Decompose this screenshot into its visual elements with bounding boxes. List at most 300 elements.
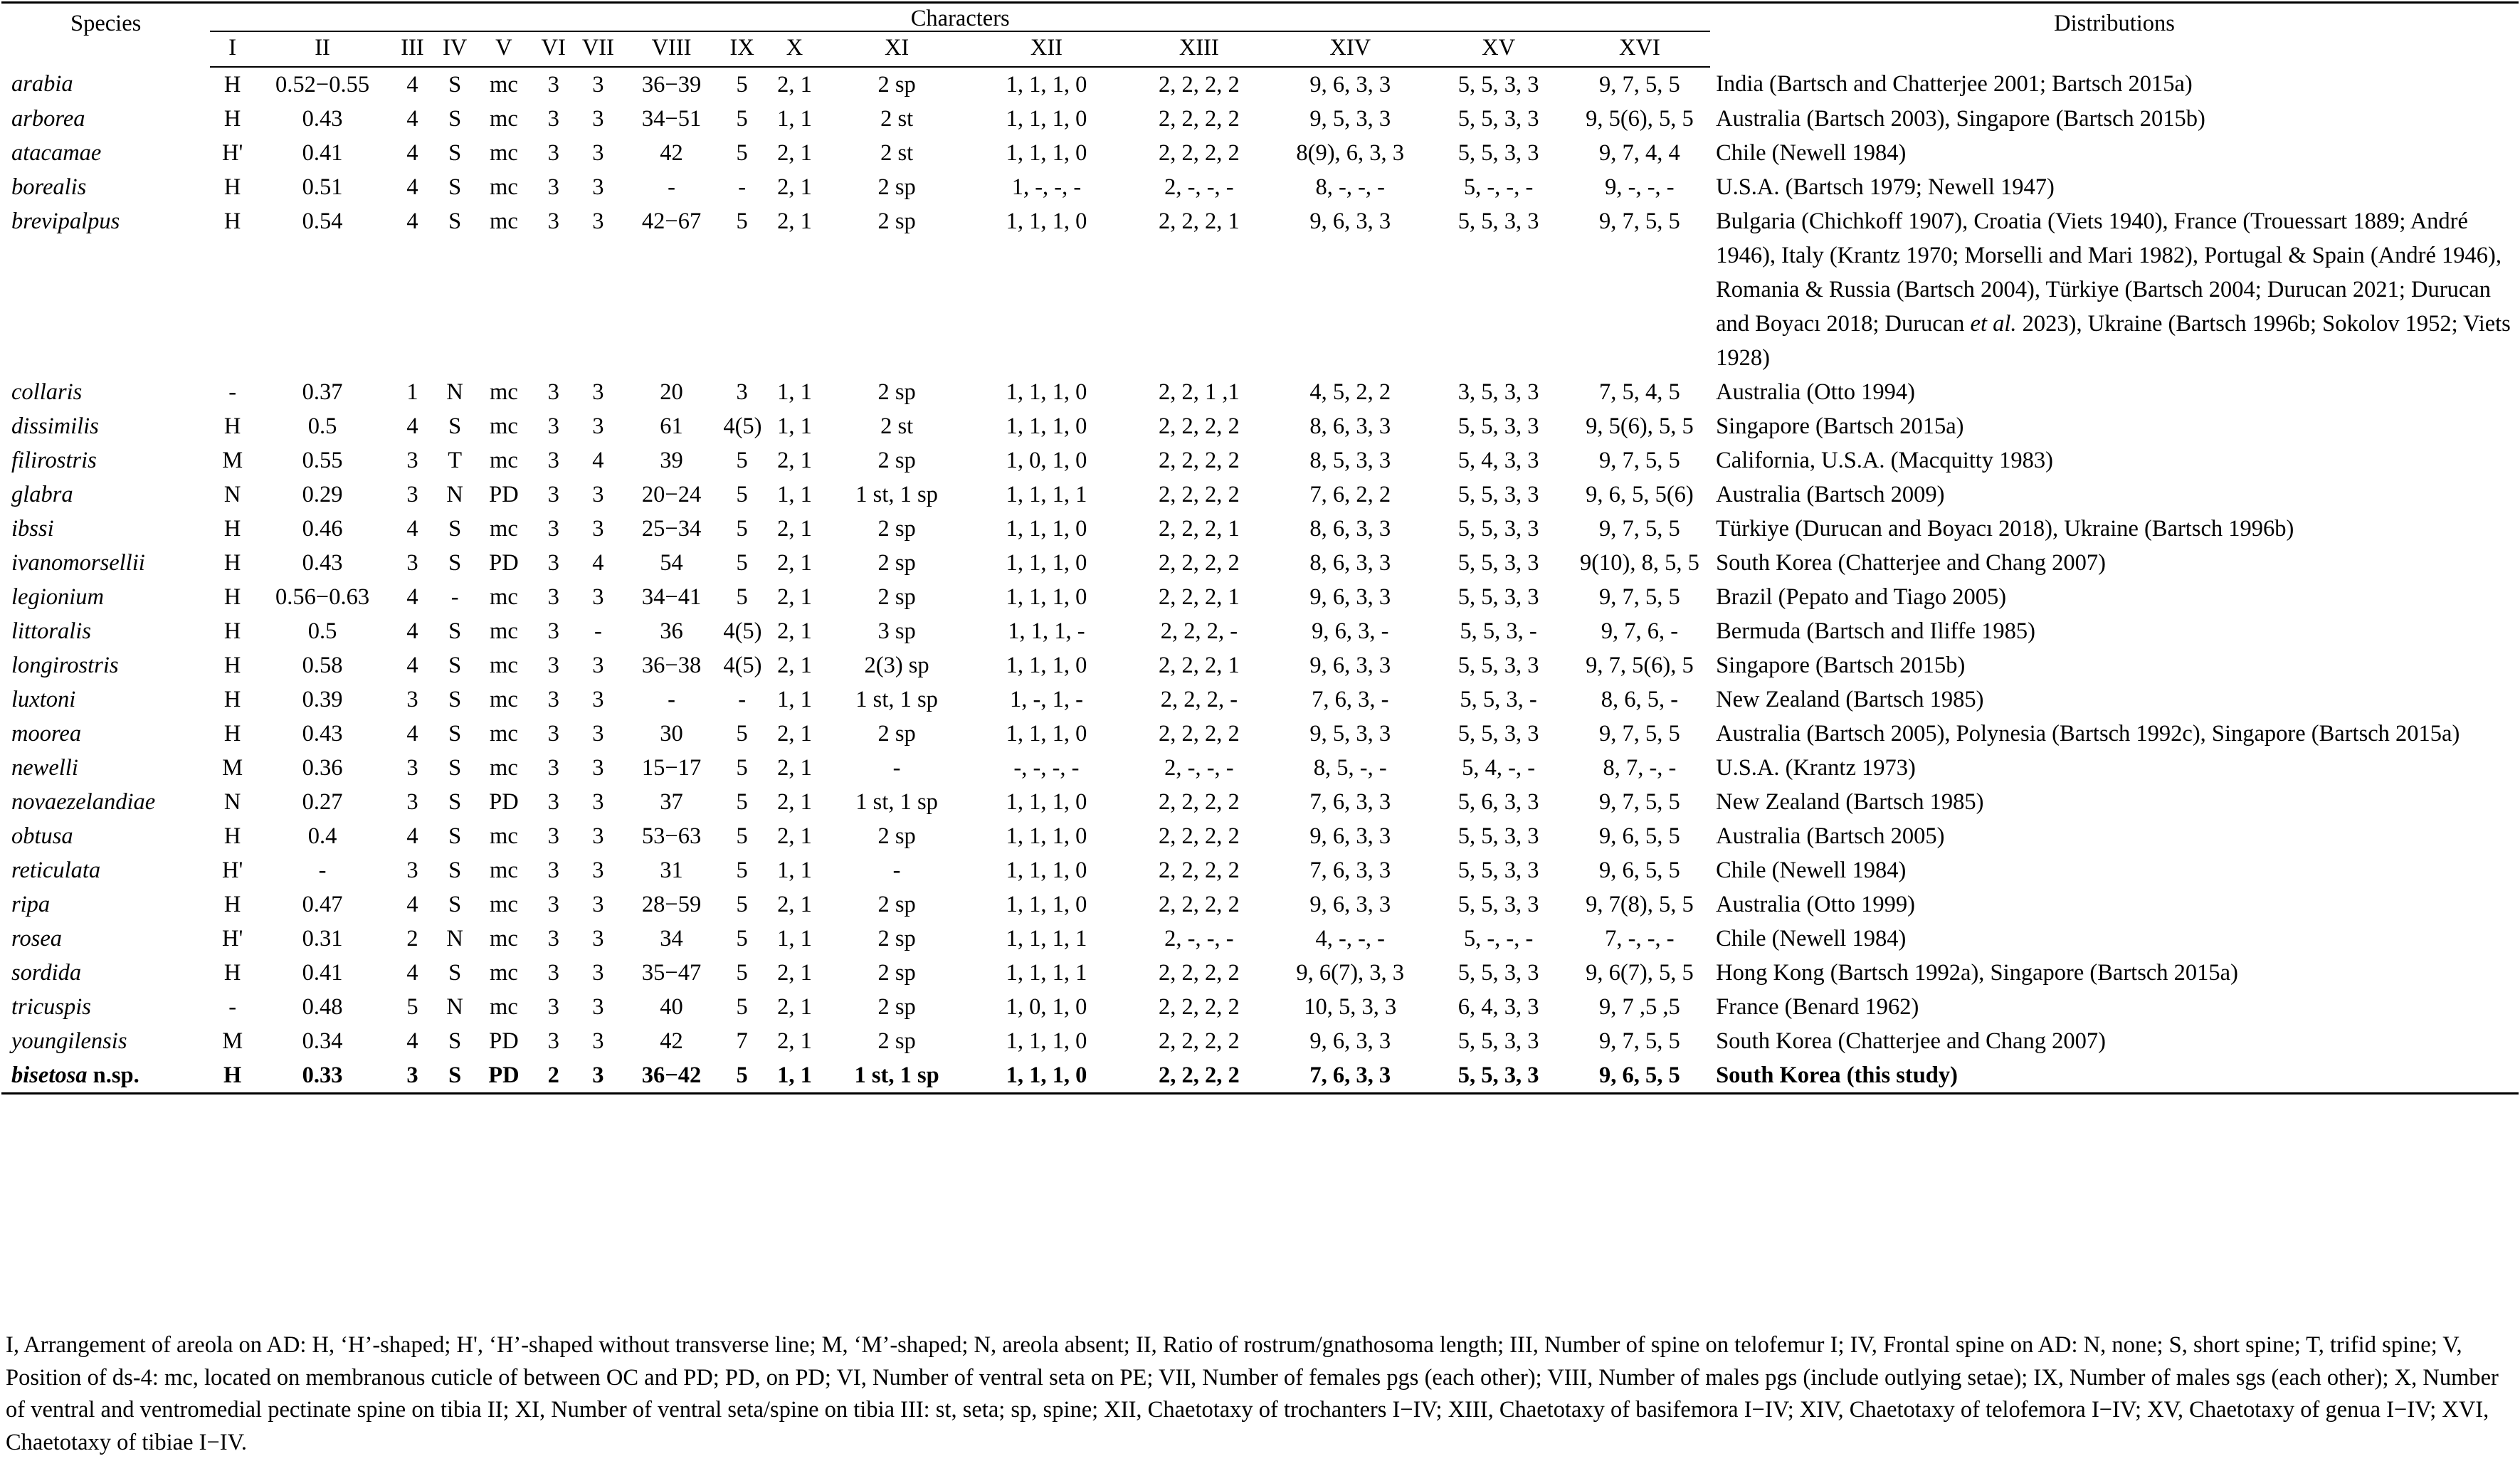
table-cell: 3	[592, 926, 604, 951]
table-cell: 2, 2, 2, 2	[1158, 823, 1240, 849]
table-cell: H	[223, 516, 241, 542]
table-cell: 0.39	[302, 687, 343, 712]
table-cell: 9, 7, 5, 5	[1599, 448, 1680, 473]
table-cell: 3	[592, 106, 604, 132]
species-name: borealis	[11, 174, 87, 200]
table-cell: 5	[406, 994, 418, 1020]
table-cell: 34	[660, 926, 683, 951]
table-cell: 5, 5, 3, 3	[1457, 584, 1539, 610]
table-cell: 31	[660, 858, 683, 883]
table-cell: 1, 1, 1, 0	[1006, 140, 1087, 166]
table-cell: 3	[592, 789, 604, 815]
table-cell: 9, 7 ,5 ,5	[1599, 994, 1680, 1020]
table-cell: 2 st	[880, 106, 914, 132]
table-cell: 7, 6, 3, 3	[1309, 858, 1391, 883]
column-header: XI	[826, 31, 967, 67]
table-row	[1, 512, 2519, 546]
table-cell: 5, 4, -, -	[1462, 755, 1536, 781]
species-name: littoralis	[11, 618, 91, 644]
table-cell: 0.41	[302, 140, 343, 166]
table-cell: 4	[406, 140, 418, 166]
table-cell: 9, 7(8), 5, 5	[1586, 892, 1694, 917]
table-cell: 1, 1	[777, 482, 812, 507]
table-cell: mc	[490, 994, 518, 1020]
distribution-cell: Singapore (Bartsch 2015a)	[1716, 413, 1964, 439]
table-cell: 2, 1	[777, 72, 812, 97]
table-cell: 5, 5, 3, 3	[1457, 482, 1539, 507]
table-cell: 3	[592, 209, 604, 234]
table-cell: H	[223, 106, 241, 132]
table-row	[1, 922, 2519, 956]
table-cell: 9, 6(7), 5, 5	[1586, 960, 1694, 986]
table-cell: 2 sp	[877, 960, 916, 986]
table-cell: 34−41	[641, 584, 702, 610]
table-cell: 2, 1	[777, 960, 812, 986]
table-cell: 0.41	[302, 960, 343, 986]
table-cell: 0.31	[302, 926, 343, 951]
distribution-cell: Australia (Bartsch 2009)	[1716, 482, 1945, 507]
species-name: longirostris	[11, 653, 119, 678]
table-cell: 8, 5, 3, 3	[1309, 448, 1391, 473]
table-cell: 2 st	[880, 140, 914, 166]
table-cell: 2, 2, 2, -	[1160, 618, 1238, 644]
table-cell: 3	[547, 413, 559, 439]
table-cell: 7, 6, 3, 3	[1272, 1058, 1428, 1094]
table-cell: 0.29	[302, 482, 343, 507]
table-cell: PD	[475, 1058, 532, 1094]
table-cell: 1 st, 1 sp	[855, 789, 938, 815]
distribution-cell: France (Benard 1962)	[1716, 994, 1919, 1020]
table-row	[1, 1024, 2519, 1058]
table-cell: 9, 6, 3, 3	[1309, 1028, 1391, 1054]
table-cell: S	[448, 960, 462, 986]
table-cell: N	[446, 482, 463, 507]
table-cell: 4, -, -, -	[1315, 926, 1385, 951]
table-cell: 2, 1	[777, 789, 812, 815]
species-name: legionium	[11, 584, 104, 610]
table-cell: 2, 1	[777, 892, 812, 917]
column-header: XIV	[1272, 31, 1428, 67]
table-cell: 4	[592, 448, 604, 473]
table-cell: 0.54	[302, 209, 343, 234]
table-cell: 3	[592, 379, 604, 405]
table-cell: 37	[660, 789, 683, 815]
table-cell: 5	[736, 823, 748, 849]
species-name: filirostris	[11, 448, 97, 473]
column-header: IX	[721, 31, 763, 67]
table-cell: 2, 1	[777, 209, 812, 234]
distribution-cell: New Zealand (Bartsch 1985)	[1716, 789, 1984, 815]
species-column-header: Species	[1, 3, 210, 68]
table-cell: 8, 7, -, -	[1603, 755, 1677, 781]
table-cell: H'	[221, 926, 243, 951]
table-cell: 9, 7, 5, 5	[1599, 72, 1680, 97]
table-cell: S	[448, 892, 462, 917]
new-species-suffix: n.sp.	[93, 1062, 139, 1088]
table-cell: 1, 1	[777, 687, 812, 712]
table-cell: 36	[660, 618, 683, 644]
table-cell: 8, 6, 3, 3	[1309, 413, 1391, 439]
table-cell: 5	[736, 482, 748, 507]
table-cell: PD	[489, 482, 519, 507]
table-cell: S	[448, 140, 462, 166]
table-cell: 1, 1, 1, 0	[1006, 550, 1087, 576]
table-cell: 3	[547, 960, 559, 986]
table-row	[1, 546, 2519, 580]
table-cell: 1, 1, 1, 0	[1006, 379, 1087, 405]
table-cell: mc	[490, 653, 518, 678]
distribution-cell: Australia (Bartsch 2005), Polynesia (Bartsch 1992c), Singapore (Bartsch 2015a)	[1716, 721, 2460, 747]
table-cell: 1, 1, 1, 0	[1006, 653, 1087, 678]
table-cell: 4	[406, 174, 418, 200]
table-cell: 3	[547, 755, 559, 781]
table-cell: 5, 5, 3, 3	[1457, 106, 1539, 132]
table-cell: 2, 2, 2, 1	[1158, 209, 1240, 234]
species-name: dissimilis	[11, 413, 99, 439]
table-cell: 5, 5, 3, 3	[1457, 72, 1539, 97]
table-cell: 5, 5, 3, 3	[1457, 721, 1539, 747]
table-body	[1, 67, 2519, 1094]
table-cell: mc	[490, 209, 518, 234]
table-cell: 3	[574, 1058, 622, 1094]
table-cell: 2, 1	[777, 174, 812, 200]
table-cell: 5, 5, 3, 3	[1457, 209, 1539, 234]
table-cell: 0.33	[255, 1058, 390, 1094]
distribution-cell: Chile (Newell 1984)	[1716, 140, 1907, 166]
table-cell: 4(5)	[723, 413, 762, 439]
table-cell: 3	[592, 516, 604, 542]
table-cell: 3	[547, 209, 559, 234]
table-cell: S	[448, 858, 462, 883]
table-cell: 5	[736, 789, 748, 815]
table-cell: 3	[592, 721, 604, 747]
table-cell: 5, 5, 3, -	[1460, 618, 1537, 644]
table-cell: 2 sp	[877, 926, 916, 951]
table-cell: 1, 1, 1, 0	[1006, 516, 1087, 542]
species-name: newelli	[11, 755, 78, 781]
table-cell: 8, 6, 3, 3	[1309, 550, 1391, 576]
species-name: youngilensis	[11, 1028, 127, 1054]
table-cell: 2, 2, 2, 2	[1158, 960, 1240, 986]
table-cell: 4(5)	[723, 653, 762, 678]
table-cell: 1 st, 1 sp	[826, 1058, 967, 1094]
table-cell: 28−59	[641, 892, 702, 917]
table-cell: 2, 2, 2, 2	[1158, 482, 1240, 507]
table-cell: 1, 1, 1, 0	[1006, 209, 1087, 234]
table-cell: 4	[406, 653, 418, 678]
table-cell: 1	[406, 379, 418, 405]
table-cell: 2, 2, 2, 2	[1158, 550, 1240, 576]
table-cell: H'	[221, 140, 243, 166]
table-cell: PD	[489, 1028, 519, 1054]
table-cell: 2, 2, 2, 2	[1158, 721, 1240, 747]
table-cell: 2 st	[880, 413, 914, 439]
distributions-column-header: Distributions	[1710, 3, 2519, 68]
table-cell: 4	[406, 823, 418, 849]
table-cell: mc	[490, 960, 518, 986]
table-cell: mc	[490, 687, 518, 712]
table-cell: mc	[490, 413, 518, 439]
distribution-cell: Australia (Bartsch 2003), Singapore (Bartsch 2015b)	[1716, 106, 2205, 132]
distribution-cell: Bermuda (Bartsch and Iliffe 1985)	[1716, 618, 2035, 644]
table-cell: 0.5	[307, 618, 337, 644]
table-cell: 7, 6, 3, 3	[1309, 789, 1391, 815]
table-cell: 9, 6, 3, 3	[1309, 72, 1391, 97]
table-cell: 1, 1, 1, 0	[1006, 823, 1087, 849]
table-cell: -	[318, 858, 327, 883]
table-cell: 9, 6, 5, 5	[1599, 858, 1680, 883]
distribution-cell: Singapore (Bartsch 2015b)	[1716, 653, 1966, 678]
species-character-table	[1, 1, 2519, 1095]
table-cell: 9, 6, 3, -	[1312, 618, 1389, 644]
table-cell: -	[892, 755, 901, 781]
table-cell: 25−34	[641, 516, 702, 542]
table-cell: 2, 2, 2, 1	[1158, 516, 1240, 542]
table-cell: -	[668, 174, 675, 200]
table-cell: 0.4	[307, 823, 337, 849]
table-cell: 1, 1, 1, 0	[1006, 106, 1087, 132]
table-cell: 0.43	[302, 550, 343, 576]
table-cell: 0.37	[302, 379, 343, 405]
table-cell: 3	[547, 926, 559, 951]
table-cell: 5, 5, 3, 3	[1457, 140, 1539, 166]
table-cell: 35−47	[641, 960, 702, 986]
table-cell: H	[223, 209, 241, 234]
table-cell: 5	[736, 550, 748, 576]
table-cell: 1, 1, 1, 1	[1006, 960, 1087, 986]
table-cell: 42−67	[641, 209, 702, 234]
table-cell: 2, 2, 2, 2	[1158, 892, 1240, 917]
table-cell: 3	[406, 687, 418, 712]
table-cell: 7, 6, 2, 2	[1309, 482, 1391, 507]
table-row	[1, 990, 2519, 1024]
table-cell: 2 sp	[877, 379, 916, 405]
table-cell: S	[448, 72, 462, 97]
table-cell: 2, 2, 2, 2	[1158, 448, 1240, 473]
table-cell: 0.43	[302, 106, 343, 132]
table-cell: 5	[736, 960, 748, 986]
table-cell: 3	[406, 858, 418, 883]
table-row	[1, 785, 2519, 819]
table-cell: 3	[547, 584, 559, 610]
table-cell: H	[210, 1058, 255, 1094]
header-row-top	[1, 3, 2519, 32]
table-cell: 1, 1, 1, 0	[1006, 892, 1087, 917]
table-cell: 4(5)	[723, 618, 762, 644]
table-cell: 2, -, -, -	[1164, 755, 1234, 781]
table-cell: 3	[592, 994, 604, 1020]
table-cell: H	[223, 721, 241, 747]
table-row	[1, 443, 2519, 478]
table-cell: H	[223, 892, 241, 917]
table-cell: 9, 7, 5, 5	[1599, 584, 1680, 610]
species-name: glabra	[11, 482, 73, 507]
column-header: XIII	[1126, 31, 1272, 67]
table-cell: 9, 6, 5, 5	[1569, 1058, 1710, 1094]
table-cell: -	[450, 584, 459, 610]
table-cell: 10, 5, 3, 3	[1304, 994, 1397, 1020]
column-header: VII	[574, 31, 622, 67]
table-cell: 2 sp	[877, 516, 916, 542]
table-cell: 8, 6, 3, 3	[1309, 516, 1391, 542]
table-cell: 3	[547, 721, 559, 747]
distribution-cell: Brazil (Pepato and Tiago 2005)	[1716, 584, 2007, 610]
table-cell: 2, 2, 2, 1	[1158, 584, 1240, 610]
table-cell: 5, 5, 3, 3	[1457, 653, 1539, 678]
table-cell: mc	[490, 140, 518, 166]
column-header: IV	[435, 31, 475, 67]
table-cell: 2, 2, 2, 2	[1158, 140, 1240, 166]
table-cell: 1, 0, 1, 0	[1006, 448, 1087, 473]
table-cell: -	[738, 687, 747, 712]
table-cell: 5	[736, 516, 748, 542]
distribution-cell: Hong Kong (Bartsch 1992a), Singapore (Bartsch 2015a)	[1716, 960, 2238, 986]
table-cell: 5, 5, 3, 3	[1457, 550, 1539, 576]
table-cell: 2, 2, 2, 2	[1158, 994, 1240, 1020]
table-cell: 1, 1, 1, -	[1008, 618, 1085, 644]
table-cell: 5, 5, 3, 3	[1457, 823, 1539, 849]
table-row	[1, 409, 2519, 443]
table-cell: 4	[406, 1028, 418, 1054]
table-cell: 5	[721, 1058, 763, 1094]
table-cell: 4	[406, 106, 418, 132]
table-row	[1, 170, 2519, 204]
distribution-cell: South Korea (Chatterjee and Chang 2007)	[1716, 550, 2106, 576]
table-cell: mc	[490, 448, 518, 473]
table-cell: mc	[490, 72, 518, 97]
table-cell: 5	[736, 584, 748, 610]
table-cell: 9, 7, 5, 5	[1599, 1028, 1680, 1054]
table-cell: 3	[547, 72, 559, 97]
table-cell: 1, 1, 1, 0	[1006, 1028, 1087, 1054]
table-cell: H'	[221, 858, 243, 883]
table-cell: H	[223, 960, 241, 986]
table-cell: 2 sp	[877, 72, 916, 97]
table-cell: S	[448, 721, 462, 747]
table-cell: 5	[736, 721, 748, 747]
table-row	[1, 102, 2519, 136]
table-cell: 3	[592, 140, 604, 166]
table-cell: 5, 5, 3, 3	[1428, 1058, 1569, 1094]
table-cell: 2, -, -, -	[1164, 926, 1234, 951]
table-cell: 0.34	[302, 1028, 343, 1054]
species-name: moorea	[11, 721, 82, 747]
table-cell: -	[668, 687, 675, 712]
column-header: III	[390, 31, 435, 67]
table-cell: 1, 1, 1, 0	[1006, 72, 1087, 97]
table-cell: mc	[490, 926, 518, 951]
table-cell: 2 sp	[877, 448, 916, 473]
table-cell: 3	[547, 653, 559, 678]
table-cell: 4	[406, 209, 418, 234]
table-cell: 7	[736, 1028, 748, 1054]
table-cell: 2, 2, 2, 2	[1158, 72, 1240, 97]
column-header: X	[763, 31, 826, 67]
table-cell: N	[223, 482, 241, 507]
table-cell: 9, 5, 3, 3	[1309, 106, 1391, 132]
table-row	[1, 956, 2519, 990]
distribution-cell: U.S.A. (Krantz 1973)	[1716, 755, 1916, 781]
table-cell: 8, -, -, -	[1315, 174, 1385, 200]
table-cell: mc	[490, 174, 518, 200]
table-cell: 0.51	[302, 174, 343, 200]
table-cell: 2	[406, 926, 418, 951]
column-header: VIII	[622, 31, 722, 67]
table-cell: H	[223, 687, 241, 712]
table-cell: 5	[736, 926, 748, 951]
table-cell: 61	[660, 413, 683, 439]
table-cell: -, -, -, -	[1013, 755, 1080, 781]
table-cell: 2, 1	[777, 140, 812, 166]
column-header: XVI	[1569, 31, 1710, 67]
table-cell: 5, 5, 3, -	[1460, 687, 1537, 712]
table-cell: 2, 2, 2, 2	[1158, 413, 1240, 439]
table-cell: 7, 6, 3, -	[1312, 687, 1389, 712]
table-cell: 3	[547, 140, 559, 166]
table-cell: 3	[547, 482, 559, 507]
table-cell: 5, 6, 3, 3	[1457, 789, 1539, 815]
table-cell: 36−39	[641, 72, 702, 97]
table-cell: 5	[736, 858, 748, 883]
species-name: tricuspis	[11, 994, 91, 1020]
table-row	[1, 204, 2519, 375]
table-cell: H	[223, 618, 241, 644]
table-cell: 1 st, 1 sp	[855, 687, 938, 712]
column-header: VI	[532, 31, 574, 67]
table-cell: 9, 7, 6, -	[1601, 618, 1679, 644]
table-cell: 0.56−0.63	[275, 584, 370, 610]
table-cell: 5	[736, 209, 748, 234]
table-cell: 9, 6, 3, 3	[1309, 209, 1391, 234]
table-cell: 9(10), 8, 5, 5	[1579, 550, 1699, 576]
table-cell: 9, 6, 5, 5(6)	[1586, 482, 1694, 507]
table-cell: 2 sp	[877, 721, 916, 747]
table-cell: H	[223, 72, 241, 97]
table-cell: 2, 1	[777, 653, 812, 678]
column-header: II	[255, 31, 390, 67]
table-cell: 5, 5, 3, 3	[1457, 960, 1539, 986]
table-cell: 9, 6, 3, 3	[1309, 823, 1391, 849]
table-cell: 1, 1, 1, 0	[967, 1058, 1126, 1094]
table-cell: 1, 1, 1, 0	[1006, 789, 1087, 815]
table-cell: 5	[736, 106, 748, 132]
table-cell: 5, 5, 3, 3	[1457, 858, 1539, 883]
table-cell: 9, 7, 5, 5	[1599, 516, 1680, 542]
table-cell: 2, 1	[777, 550, 812, 576]
table-cell: 1, 1	[777, 926, 812, 951]
table-cell: 2, 1	[777, 755, 812, 781]
table-cell: 9, 5, 3, 3	[1309, 721, 1391, 747]
table-cell: 54	[660, 550, 683, 576]
species-name: collaris	[11, 379, 83, 405]
table-cell: mc	[490, 823, 518, 849]
table-cell: 5	[736, 448, 748, 473]
table-cell: 1, 1, 1, 0	[1006, 584, 1087, 610]
table-row	[1, 67, 2519, 102]
table-row	[1, 648, 2519, 682]
table-cell: 2 sp	[877, 994, 916, 1020]
table-cell: -	[892, 858, 901, 883]
table-cell: 15−17	[641, 755, 702, 781]
table-cell: 3	[390, 1058, 435, 1094]
table-cell: 39	[660, 448, 683, 473]
table-cell: 3	[547, 994, 559, 1020]
table-row	[1, 819, 2519, 853]
table-cell: 9, 7, 4, 4	[1599, 140, 1680, 166]
table-cell: -	[738, 174, 747, 200]
table-cell: 9, 5(6), 5, 5	[1586, 106, 1694, 132]
species-name: obtusa	[11, 823, 73, 849]
